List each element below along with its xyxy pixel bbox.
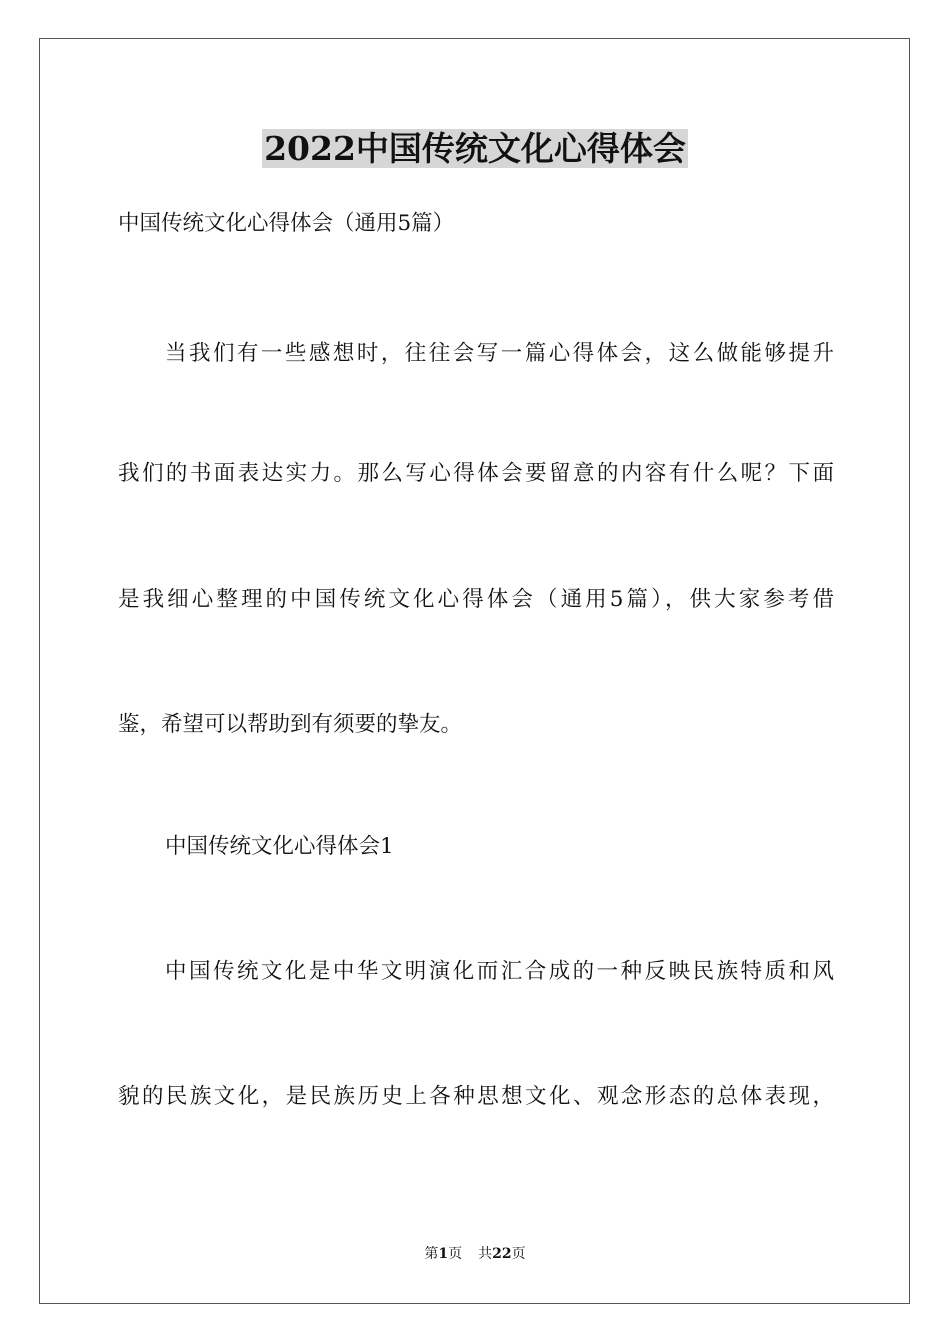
section-heading: 中国传统文化心得体会1 xyxy=(165,834,394,859)
footer-page-number: 1 xyxy=(438,1246,449,1262)
paragraph-line: 是我细心整理的中国传统文化心得体会（通用5篇），供大家参考借 xyxy=(118,587,834,612)
footer-page-suffix: 页 xyxy=(448,1246,463,1262)
paragraph-line: 中国传统文化是中华文明演化而汇合成的一种反映民族特质和风 xyxy=(165,959,834,984)
footer-total-suffix: 页 xyxy=(511,1246,526,1262)
paragraph-line: 我们的书面表达实力。那么写心得体会要留意的内容有什么呢？下面 xyxy=(118,461,834,486)
document-title: 2022中国传统文化心得体会 xyxy=(264,129,686,168)
page-footer xyxy=(0,1244,950,1264)
document-subtitle: 中国传统文化心得体会（通用5篇） xyxy=(118,211,455,236)
footer-page-prefix: 第 xyxy=(424,1246,439,1262)
paragraph-line: 当我们有一些感想时，往往会写一篇心得体会，这么做能够提升 xyxy=(165,341,834,366)
paragraph-line: 鉴，希望可以帮助到有须要的挚友。 xyxy=(118,712,463,737)
footer-total-prefix: 共 xyxy=(478,1246,493,1262)
paragraph-line: 貌的民族文化，是民族历史上各种思想文化、观念形态的总体表现， xyxy=(118,1084,834,1109)
footer-total-pages: 22 xyxy=(492,1246,512,1262)
